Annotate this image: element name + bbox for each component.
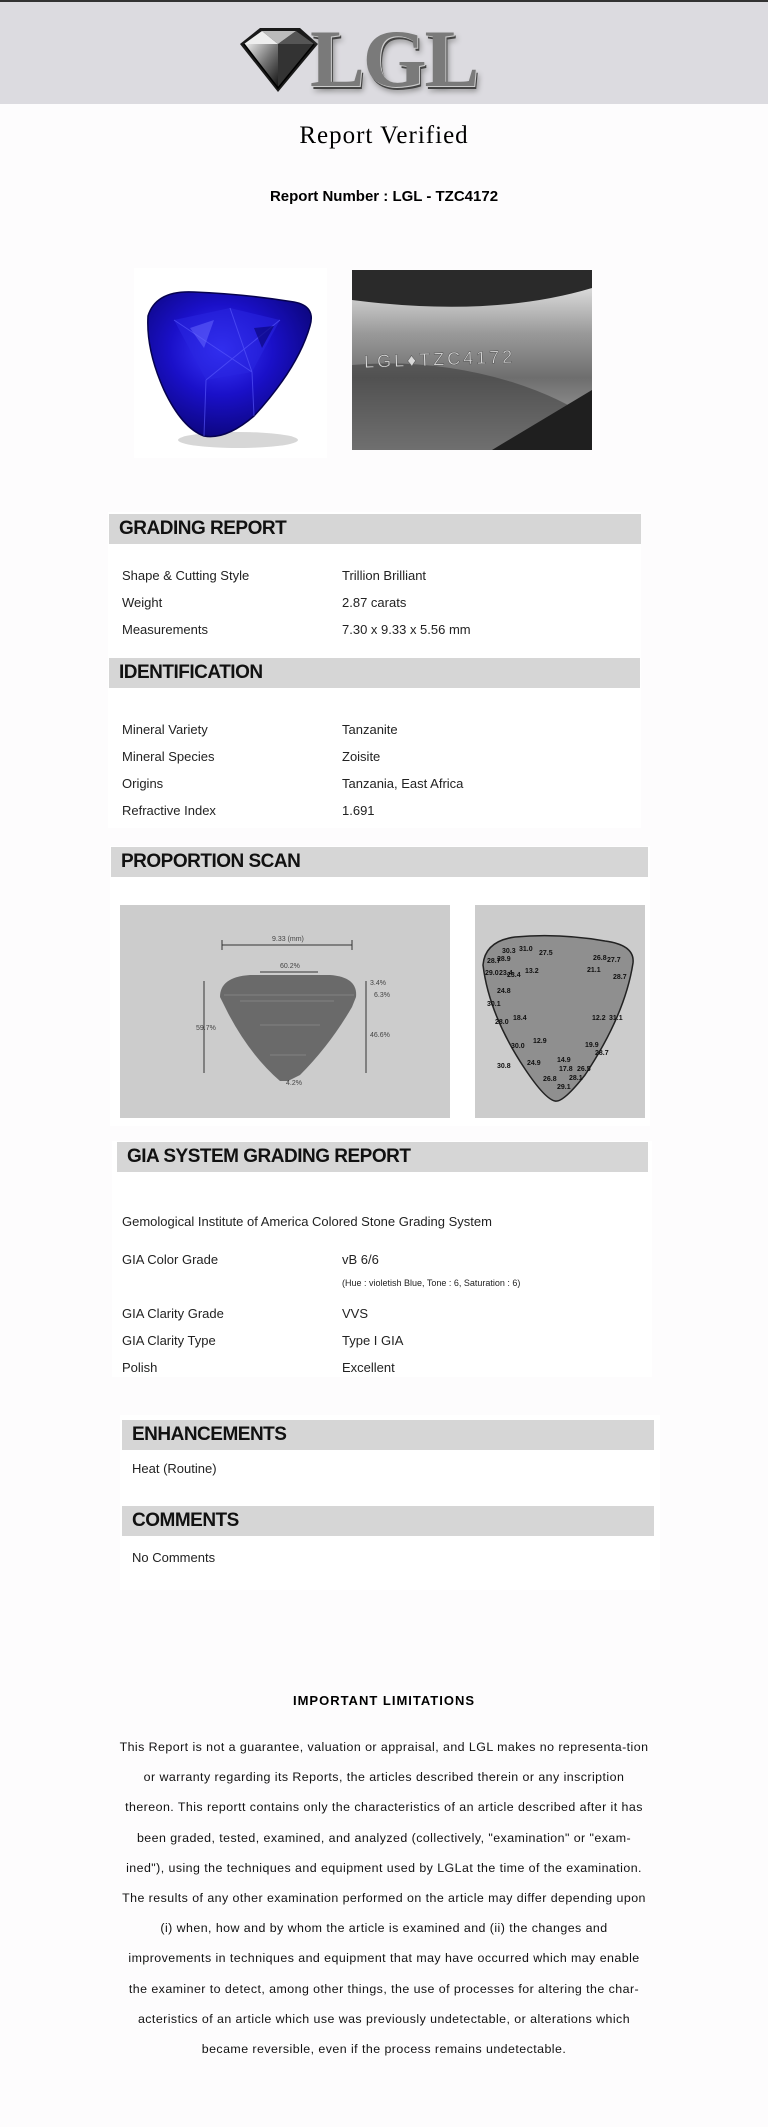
mineral-species-value: Zoisite bbox=[342, 749, 381, 764]
top-view-value: 29.0 bbox=[485, 970, 499, 977]
top-view-value: 31.0 bbox=[519, 946, 533, 953]
top-view-value: 26.5 bbox=[577, 1066, 591, 1073]
polish-label: Polish bbox=[122, 1360, 158, 1375]
profile-crown-b-label: 6.3% bbox=[374, 992, 390, 999]
top-view-value: 27.7 bbox=[607, 957, 621, 964]
top-view-value: 12.2 bbox=[592, 1015, 606, 1022]
diamond-icon bbox=[232, 20, 322, 98]
gia-clarity-grade-value: VVS bbox=[342, 1306, 369, 1321]
shape-label: Shape & Cutting Style bbox=[122, 568, 250, 583]
header-band bbox=[0, 2, 768, 104]
gia-subtitle: Gemological Institute of America Colored Stone Grading System bbox=[122, 1214, 492, 1229]
top-view-scan bbox=[475, 905, 645, 1118]
gia-heading: GIA SYSTEM GRADING REPORT bbox=[117, 1142, 648, 1172]
weight-value: 2.87 carats bbox=[342, 595, 407, 610]
gem-photo bbox=[134, 268, 327, 458]
top-view-value: 17.8 bbox=[559, 1066, 573, 1073]
top-view-value: 31.1 bbox=[609, 1015, 623, 1022]
top-view-value: 13.2 bbox=[525, 968, 539, 975]
page-title: Report Verified bbox=[299, 122, 469, 149]
inscription-text: LGL♦TZC4172 bbox=[363, 346, 516, 372]
top-view-value: 28.7 bbox=[487, 958, 501, 965]
top-view-value: 26.8 bbox=[543, 1076, 557, 1083]
top-view-value: 28.7 bbox=[613, 974, 627, 981]
profile-width-label: 9.33 (mm) bbox=[272, 936, 304, 943]
weight-label: Weight bbox=[122, 595, 163, 610]
profile-table-label: 60.2% bbox=[280, 963, 300, 970]
top-view-value: 26.8 bbox=[593, 955, 607, 962]
origins-label: Origins bbox=[122, 776, 164, 791]
gia-color-value: vB 6/6 bbox=[342, 1252, 379, 1267]
top-view-value: 30.0 bbox=[511, 1043, 525, 1050]
gia-color-label: GIA Color Grade bbox=[122, 1252, 219, 1267]
top-view-value: 24.8 bbox=[497, 988, 511, 995]
profile-pavilion-label: 46.6% bbox=[370, 1032, 390, 1039]
measurements-label: Measurements bbox=[122, 622, 208, 637]
grading-report-heading: GRADING REPORT bbox=[109, 514, 641, 544]
mineral-variety-value: Tanzanite bbox=[342, 722, 398, 737]
gia-clarity-grade-label: GIA Clarity Grade bbox=[122, 1306, 224, 1321]
profile-culet-label: 4.2% bbox=[286, 1080, 302, 1087]
top-view-value: 14.9 bbox=[557, 1057, 571, 1064]
profile-scan bbox=[120, 905, 450, 1118]
top-view-value: 28.1 bbox=[569, 1075, 583, 1082]
gia-color-note: (Hue : violetish Blue, Tone : 6, Saturation : 6) bbox=[342, 1278, 521, 1288]
top-view-value: 24.9 bbox=[527, 1060, 541, 1067]
refractive-index-label: Refractive Index bbox=[122, 803, 216, 818]
shape-value: Trillion Brilliant bbox=[342, 568, 427, 583]
top-view-value: 23.4 bbox=[507, 972, 521, 979]
comments-heading: COMMENTS bbox=[122, 1506, 654, 1536]
top-view-value: 29.1 bbox=[557, 1084, 571, 1091]
top-view-value: 28.9 bbox=[497, 956, 511, 963]
enhancements-text: Heat (Routine) bbox=[132, 1461, 217, 1476]
lgl-logo[interactable] bbox=[232, 13, 492, 104]
top-view-value: 12.9 bbox=[533, 1038, 547, 1045]
top-view-value: 18.4 bbox=[513, 1015, 527, 1022]
origins-value: Tanzania, East Africa bbox=[342, 776, 464, 791]
top-view-value: 30.8 bbox=[497, 1063, 511, 1070]
limitations-text: This Report is not a guarantee, valuation or appraisal, and LGL makes no representa-tion or warranty regarding its Reports, the articles described therein or any inscription thereon. This reportt contains only the characteristics of an article described after it has been graded, tested, examined, and analyzed (collectively, "examination" or "exam-ined"), using the techniques and equipment used by LGLat the time of the examination. The results of any other examination performed on the article may differ depending upon (i) when, how and by whom the article is examined and (ii) the changes and improvements in techniques and equipment that may have occurred which may enable the examiner to detect, among other things, the use of processes for altering the char-acteristics of an article which use was previously undetectable, or alterations which became reversible, even if the process remains undetectable. bbox=[119, 1740, 649, 2057]
top-view-value: 23.4 bbox=[499, 970, 513, 977]
profile-crown-a-label: 3.4% bbox=[370, 980, 386, 987]
polish-value: Excellent bbox=[342, 1360, 395, 1375]
report-number: Report Number : LGL - TZC4172 bbox=[269, 188, 499, 205]
top-view-value: 28.7 bbox=[595, 1050, 609, 1057]
mineral-variety-label: Mineral Variety bbox=[122, 722, 208, 737]
gia-clarity-type-value: Type I GIA bbox=[342, 1333, 404, 1348]
measurements-value: 7.30 x 9.33 x 5.56 mm bbox=[342, 622, 471, 637]
comments-text: No Comments bbox=[132, 1550, 216, 1565]
mineral-species-label: Mineral Species bbox=[122, 749, 215, 764]
top-view-value: 19.9 bbox=[585, 1042, 599, 1049]
top-view-value: 28.0 bbox=[495, 1019, 509, 1026]
enhancements-heading: ENHANCEMENTS bbox=[122, 1420, 654, 1450]
limitations-heading: IMPORTANT LIMITATIONS bbox=[292, 1693, 476, 1708]
refractive-index-value: 1.691 bbox=[342, 803, 375, 818]
top-view-value: 30.1 bbox=[487, 1001, 501, 1008]
proportion-scan-heading: PROPORTION SCAN bbox=[111, 847, 648, 877]
logo-text: LGL bbox=[310, 13, 478, 104]
inscription-photo bbox=[352, 270, 592, 450]
top-view-value: 27.5 bbox=[539, 950, 553, 957]
top-view-value: 30.3 bbox=[502, 948, 516, 955]
gia-clarity-type-label: GIA Clarity Type bbox=[122, 1333, 216, 1348]
identification-heading: IDENTIFICATION bbox=[109, 658, 640, 688]
top-view-value: 21.1 bbox=[587, 967, 601, 974]
profile-depth-label: 59.7% bbox=[196, 1025, 216, 1032]
